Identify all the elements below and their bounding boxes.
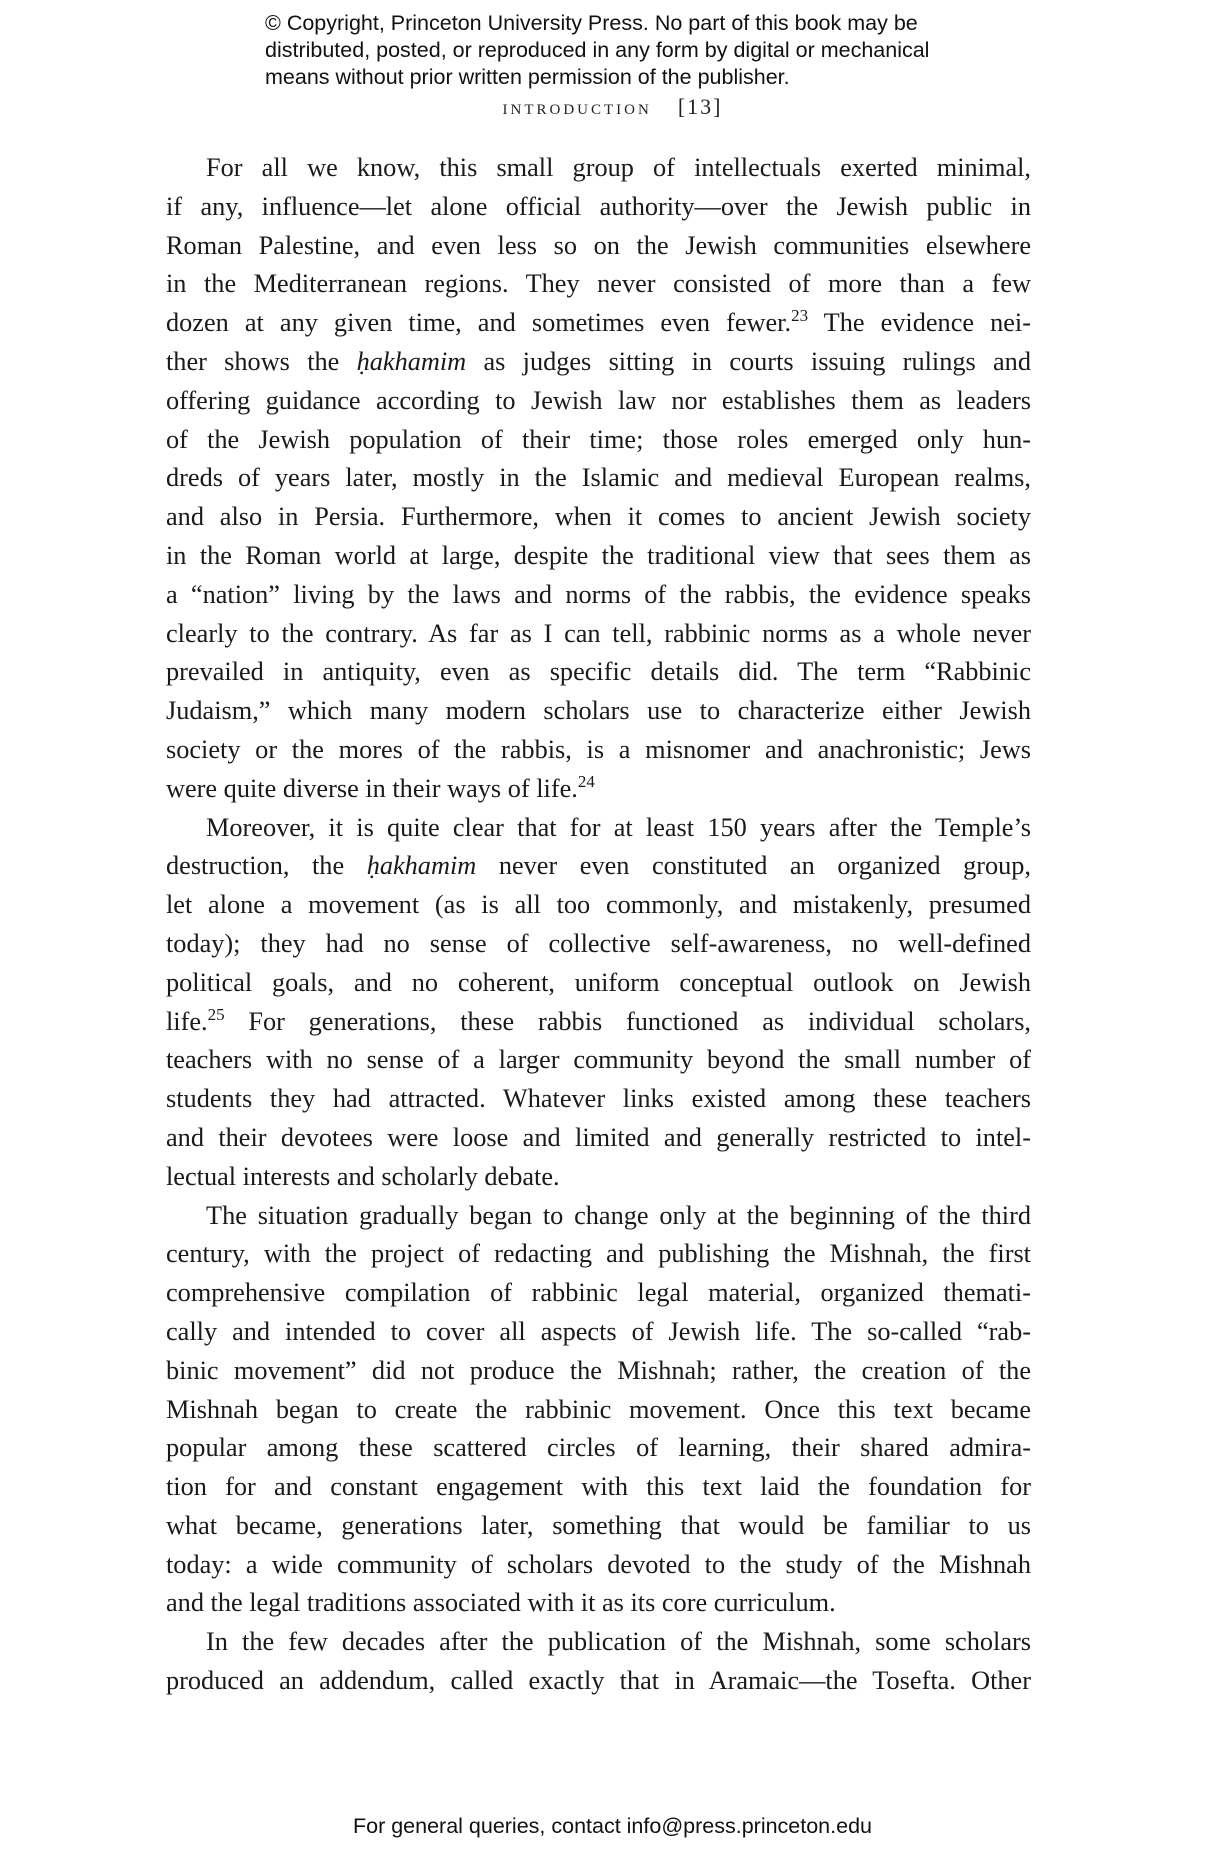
text-line [166, 1119, 1031, 1158]
paragraph [166, 1623, 1031, 1701]
text-line [166, 1274, 1031, 1313]
text-line [166, 149, 1031, 188]
text-line [166, 1197, 1031, 1236]
footnote-marker: 25 [207, 1004, 225, 1024]
text-segment: and also in Persia. Furthermore, when it comes to ancient Jewish society [166, 502, 1031, 532]
text-segment: prevailed in antiquity, even as specific details did. The term “Rabbinic [166, 657, 1031, 687]
text-line [166, 1623, 1031, 1662]
text-segment: were quite diverse in their ways of life. [166, 773, 578, 803]
running-head [0, 94, 1225, 120]
text-segment: what became, generations later, something that would be familiar to us [166, 1510, 1031, 1540]
text-line [166, 1158, 1031, 1197]
page-number: [13] [677, 94, 723, 119]
text-segment: as judges sitting in courts issuing rulings and [466, 346, 1031, 376]
text-segment: dozen at any given time, and sometimes even fewer. [166, 308, 792, 338]
text-segment: century, with the project of redacting and publishing the Mishnah, the first [166, 1239, 1031, 1269]
text-segment: Judaism,” which many modern scholars use to characterize either Jewish [166, 696, 1031, 726]
text-segment: today); they had no sense of collective self-awareness, no well-defined [166, 928, 1031, 958]
text-segment: society or the mores of the rabbis, is a misnomer and anachronistic; Jews [166, 734, 1031, 764]
italic-term: ḥakhamim [356, 346, 467, 376]
text-line [166, 692, 1031, 731]
text-line [166, 1468, 1031, 1507]
body-text [166, 149, 1031, 1701]
text-segment: destruction, the [166, 851, 367, 881]
text-segment: life. [166, 1006, 208, 1036]
text-segment: tion for and constant engagement with this text laid the foundation for [166, 1472, 1031, 1502]
footnote-marker: 23 [791, 306, 809, 326]
text-line [166, 304, 1031, 343]
text-segment: in the Mediterranean regions. They never consisted of more than a few [166, 269, 1031, 299]
copyright-notice [265, 10, 985, 91]
copyright-line: © Copyright, Princeton University Press. No part of this book may be [265, 11, 918, 35]
italic-term: ḥakhamim [366, 851, 477, 881]
text-segment: produced an addendum, called exactly that in Aramaic—the Tosefta. Other [166, 1666, 1031, 1696]
paragraph [166, 809, 1031, 1197]
paragraph [166, 1197, 1031, 1624]
text-segment: The evidence nei- [808, 308, 1031, 338]
text-line [166, 770, 1031, 809]
text-segment: students they had attracted. Whatever links existed among these teachers [166, 1084, 1031, 1114]
copyright-line: means without prior written permission of the publisher. [265, 65, 790, 89]
copyright-line: distributed, posted, or reproduced in any form by digital or mechanical [265, 38, 930, 62]
text-line [166, 1003, 1031, 1042]
text-line [166, 382, 1031, 421]
text-segment: in the Roman world at large, despite the traditional view that sees them as [166, 540, 1031, 570]
paragraph [166, 149, 1031, 809]
text-line [166, 809, 1031, 848]
text-segment: For all we know, this small group of intellectuals exerted minimal, [206, 153, 1031, 182]
text-line [166, 925, 1031, 964]
text-line [166, 886, 1031, 925]
text-segment: and the legal traditions associated with it as its core curriculum. [166, 1588, 836, 1618]
text-line [166, 1546, 1031, 1585]
text-line [166, 1352, 1031, 1391]
text-segment: offering guidance according to Jewish law nor establishes them as leaders [166, 385, 1031, 415]
text-line [166, 731, 1031, 770]
text-line [166, 265, 1031, 304]
text-segment: lectual interests and scholarly debate. [166, 1161, 560, 1191]
text-segment: a “nation” living by the laws and norms of the rabbis, the evidence speaks [166, 579, 1031, 609]
text-line [166, 498, 1031, 537]
text-line [166, 459, 1031, 498]
text-line [166, 847, 1031, 886]
text-segment: The situation gradually began to change only at the beginning of the third [206, 1200, 1031, 1230]
text-segment: Roman Palestine, and even less so on the Jewish communities elsewhere [166, 230, 1031, 260]
text-segment: ther shows the [166, 346, 357, 376]
text-segment: let alone a movement (as is all too commonly, and mistakenly, presumed [166, 890, 1031, 920]
text-line [166, 343, 1031, 382]
text-segment: teachers with no sense of a larger community beyond the small number of [166, 1045, 1031, 1075]
text-line [166, 964, 1031, 1003]
text-line [166, 1235, 1031, 1274]
text-line [166, 1429, 1031, 1468]
text-segment: comprehensive compilation of rabbinic legal material, organized themati- [166, 1278, 1031, 1308]
text-segment: binic movement” did not produce the Mishnah; rather, the creation of the [166, 1355, 1031, 1385]
text-line [166, 1080, 1031, 1119]
text-segment: popular among these scattered circles of learning, their shared admira- [166, 1433, 1031, 1463]
text-segment: Moreover, it is quite clear that for at least 150 years after the Temple’s [206, 812, 1031, 842]
text-line [166, 1507, 1031, 1546]
text-segment: dreds of years later, mostly in the Islamic and medieval European realms, [166, 463, 1031, 493]
text-line [166, 1391, 1031, 1430]
text-line [166, 1041, 1031, 1080]
text-segment: and their devotees were loose and limited and generally restricted to intel- [166, 1122, 1031, 1152]
text-segment: political goals, and no coherent, uniform conceptual outlook on Jewish [166, 967, 1031, 997]
text-segment: For generations, these rabbis functioned as individual scholars, [224, 1006, 1031, 1036]
text-line [166, 537, 1031, 576]
footnote-marker: 24 [577, 771, 595, 791]
text-segment: Mishnah began to create the rabbinic movement. Once this text became [166, 1394, 1031, 1424]
text-line [166, 421, 1031, 460]
running-head-title: introduction [502, 94, 652, 119]
text-line [166, 1662, 1031, 1701]
text-line [166, 1313, 1031, 1352]
text-line [166, 227, 1031, 266]
text-line [166, 1584, 1031, 1623]
text-line [166, 615, 1031, 654]
text-segment: cally and intended to cover all aspects of Jewish life. The so-called “rab- [166, 1316, 1031, 1346]
text-segment: of the Jewish population of their time; those roles emerged only hun- [166, 424, 1031, 454]
text-segment: never even constituted an organized group, [476, 851, 1032, 881]
text-segment: if any, influence—let alone official authority—over the Jewish public in [166, 191, 1031, 221]
text-line [166, 653, 1031, 692]
text-segment: In the few decades after the publication of the Mishnah, some scholars [206, 1627, 1031, 1657]
footer-contact: For general queries, contact info@press.princeton.edu [352, 1814, 872, 1838]
text-line [166, 576, 1031, 615]
text-line [166, 188, 1031, 227]
text-segment: clearly to the contrary. As far as I can tell, rabbinic norms as a whole never [166, 618, 1031, 648]
text-segment: today: a wide community of scholars devoted to the study of the Mishnah [166, 1549, 1031, 1579]
